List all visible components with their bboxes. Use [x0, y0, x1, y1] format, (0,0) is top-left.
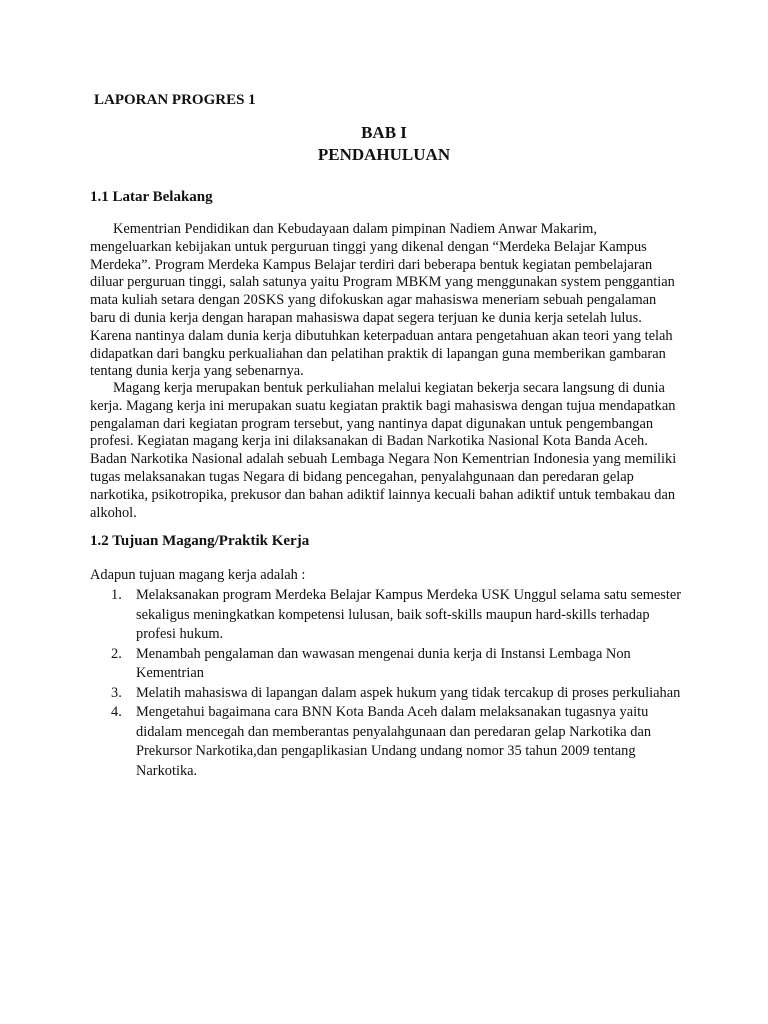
list-number: 1. — [111, 587, 122, 603]
list-item-text: Menambah pengalaman dan wawasan mengenai dunia kerja di Instansi Lembaga Non Kementrian — [136, 645, 631, 681]
list-item — [90, 703, 682, 781]
list-item — [90, 645, 682, 684]
list-item — [90, 586, 682, 645]
list-number: 3. — [111, 684, 122, 701]
list-item-text: Melatih mahasiswa di lapangan dalam aspek hukum yang tidak tercakup di proses perkuliahan — [136, 684, 681, 701]
chapter-title: PENDAHULUAN — [317, 145, 451, 164]
report-title: LAPORAN PROGRES 1 — [94, 92, 256, 108]
list-intro: Adapun tujuan magang kerja adalah : — [90, 567, 306, 583]
list-item-text: Melaksanakan program Merdeka Belajar Kampus Merdeka USK Unggul selama satu semester sekaligus meningkatkan kompetensi lulusan, baik soft-skills maupun hard-skills terhadap profesi hukum. — [136, 587, 682, 642]
chapter-number: BAB I — [361, 123, 407, 142]
list-item-text: Mengetahui bagaimana cara BNN Kota Banda Aceh dalam melaksanakan tugasnya yaitu didalam mencegah dan memberantas penyalahgunaan dan peredaran gelap Narkotika dan Prekursor Narkotika,dan pengaplikasian Undang undang nomor 35 tahun 2009 tentang Narkotika. — [136, 704, 652, 779]
section-heading-latar-belakang: 1.1 Latar Belakang — [90, 189, 213, 205]
list-number: 4. — [111, 704, 122, 720]
paragraph: Magang kerja merupakan bentuk perkuliahan melalui kegiatan bekerja secara langsung di dunia kerja. Magang kerja ini merupakan suatu kegiatan praktik bagi mahasiswa dengan tujua mendapatkan pengalaman dari kegiatan program tersebut, yang nantinya dapat digunakan untuk pengembangan profesi. Kegiatan magang kerja ini dilaksanakan di Badan Narkotika Nasional Kota Banda Aceh. Badan Narkotika Nasional adalah sebuah Lembaga Negara Non Kementrian Indonesia yang memiliki tugas melaksanakan tugas Negara di bidang pencegahan, penyalahgunaan dan peredaran gelap narkotika, psikotropika, prekusor dan bahan adiktif lainnya kecuali bahan adiktif untuk tembakau dan alkohol. — [90, 380, 677, 521]
list-number: 2. — [111, 645, 122, 662]
section-heading-tujuan: 1.2 Tujuan Magang/Praktik Kerja — [90, 533, 310, 549]
objectives-list — [90, 586, 682, 781]
list-item — [90, 684, 682, 704]
paragraph: Kementrian Pendidikan dan Kebudayaan dalam pimpinan Nadiem Anwar Makarim, mengeluarkan kebijakan untuk perguruan tinggi yang dikenal dengan “Merdeka Belajar Kampus Merdeka”. Program Merdeka Kampus Belajar terdiri dari beberapa bentuk kegiatan pembelajaran diluar perguruan tinggi, salah satunya yaitu Program MBKM yang menggunakan system penggantian mata kuliah setara dengan 20SKS yang difokuskan agar mahasiswa meneriam sebuah pengalaman baru di dunia kerja dengan harapan mahasiswa dapat segera terjuan ke dunia kerja setelah lulus. Karena nantinya dalam dunia kerja dibutuhkan keterpaduan antara pengetahuan akan teori yang telah didapatkan dari bangku perkualiahan dan pelatihan praktik di lapangan guna memberikan gambaran tentang dunia kerja yang sebenarnya. — [90, 221, 675, 380]
